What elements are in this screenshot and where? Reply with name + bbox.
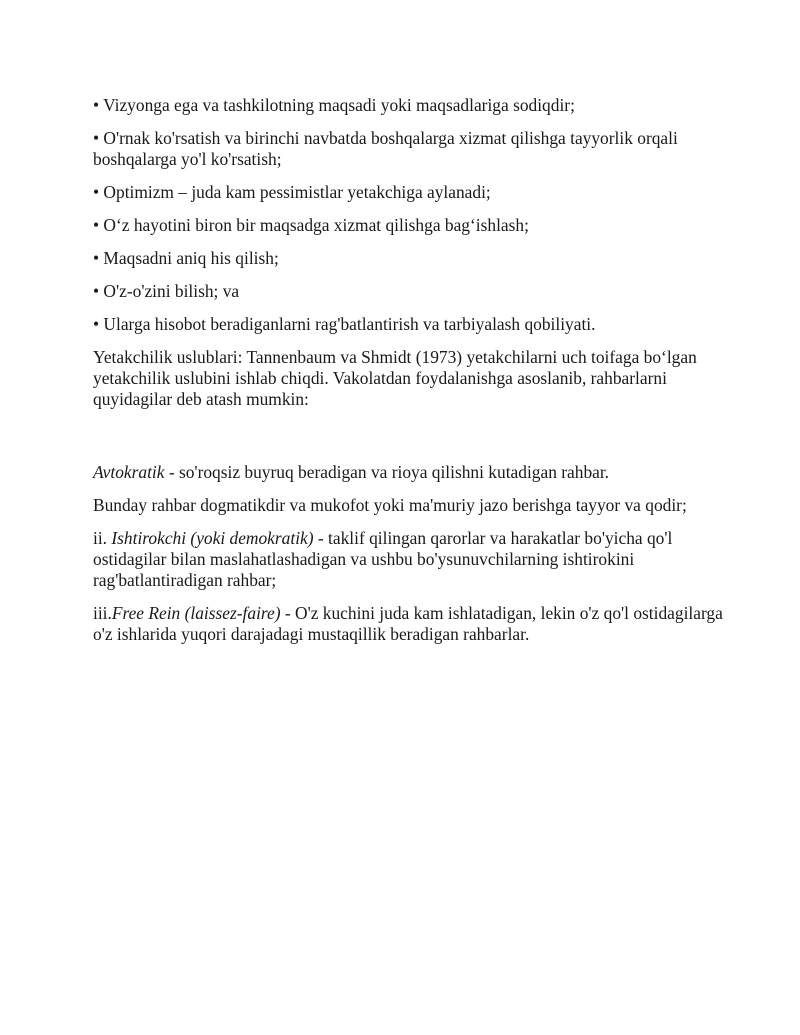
document-page [93, 95, 723, 657]
style-term: Ishtirokchi (yoki demokratik) [111, 528, 314, 548]
spacer [93, 422, 723, 462]
bullet-item: • O‘z hayotini biron bir maqsadga xizmat qilishga bag‘ishlash; [93, 215, 529, 235]
bullet-item: • O'z-o'zini bilish; va [93, 281, 240, 301]
style-term: Free Rein (laissez-faire) [111, 603, 281, 623]
style-description: - taklif qilingan qarorlar va harakatlar bo'yicha qo'l ostidagilar bilan maslahatlashadigan va ushbu bo'ysunuvchilarning ishtirokini rag'batlantiradigan rahbar; [93, 528, 673, 590]
style-term: Avtokratik [93, 462, 165, 482]
style-numbering: ii. [93, 528, 112, 548]
style-free-rein [93, 603, 723, 645]
bullet-item: • Optimizm – juda kam pessimistlar yetakchiga aylanadi; [93, 182, 491, 202]
style-autocratic-detail: Bunday rahbar dogmatikdir va mukofot yoki ma'muriy jazo berishga tayyor va qodir; [93, 495, 687, 515]
style-autocratic [93, 462, 723, 483]
style-description: - so'roqsiz buyruq beradigan va rioya qilishni kutadigan rahbar. [164, 462, 610, 482]
bullet-item: • Maqsadni aniq his qilish; [93, 248, 279, 268]
style-participative [93, 528, 723, 591]
style-numbering: iii. [93, 603, 112, 623]
style-description: - O'z kuchini juda kam ishlatadigan, lekin o'z qo'l ostidagilarga o'z ishlarida yuqori darajadagi mustaqillik beradigan rahbarlar. [93, 603, 723, 644]
leadership-styles-intro: Yetakchilik uslublari: Tannenbaum va Shmidt (1973) yetakchilarni uch toifaga bo‘lgan yetakchilik uslubini ishlab chiqdi. Vakolatdan foydalanishga asoslanib, rahbarlarni quyidagilar deb atash mumkin: [93, 347, 697, 409]
bullet-item: • Vizyonga ega va tashkilotning maqsadi yoki maqsadlariga sodiqdir; [93, 95, 575, 115]
bullet-item: • Ularga hisobot beradiganlarni rag'batlantirish va tarbiyalash qobiliyati. [93, 314, 596, 334]
bullet-item: • O'rnak ko'rsatish va birinchi navbatda boshqalarga xizmat qilishga tayyorlik orqali boshqalarga yo'l ko'rsatish; [93, 128, 678, 169]
